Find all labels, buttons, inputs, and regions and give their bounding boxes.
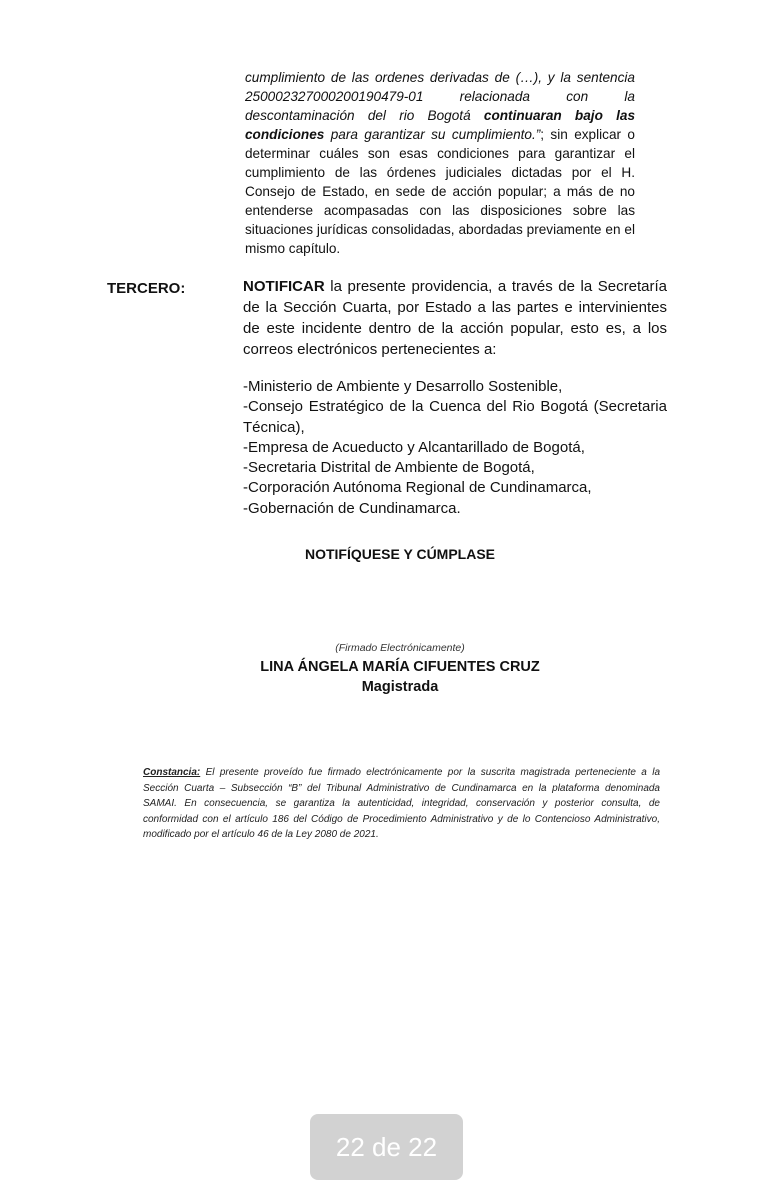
quote-italic-end: para garantizar su cumplimiento.” [324, 127, 541, 142]
tercero-body: la presente providencia, a través de la Secretaría de la Sección Cuarta, por Estado a las partes e intervinientes de este incidente dentro de la acción popular, esto es, a los correos electrónicos pertenecientes a: [243, 278, 667, 358]
constancia-note [143, 765, 660, 843]
recipient-item: -Consejo Estratégico de la Cuenca del Rio Bogotá (Secretaria Técnica), [243, 398, 667, 436]
recipients-list [243, 377, 667, 519]
recipient-item: -Gobernación de Cundinamarca. [243, 499, 461, 517]
constancia-label: Constancia: [143, 767, 201, 778]
page-indicator: 22 de 22 [310, 1114, 463, 1180]
quote-bold-italic: continuaran bajo las condiciones [245, 108, 636, 142]
closing-statement: NOTIFÍQUESE Y CÚMPLASE [304, 546, 496, 562]
recipient-item: -Corporación Autónoma Regional de Cundinamarca, [243, 479, 592, 497]
notificar-keyword: NOTIFICAR [243, 278, 325, 295]
signature-note: (Firmado Electrónicamente) [335, 642, 465, 654]
tercero-label: TERCERO: [107, 280, 186, 297]
quote-normal-tail: ; sin explicar o determinar cuáles son esas condiciones para garantizar el cumplimiento de las órdenes judiciales dictadas por el H. Consejo de Estado, en sede de acción popular; a más de no entenderse acompasadas con las disposiciones sobre las situaciones jurídicas consolidadas, abordadas previamente en el mismo capítulo. [245, 127, 635, 256]
quoted-paragraph [245, 68, 635, 258]
quoted-paragraph-text [245, 68, 635, 258]
recipient-item: -Secretaria Distrital de Ambiente de Bogotá, [243, 459, 535, 477]
recipient-item: -Empresa de Acueducto y Alcantarillado de Bogotá, [243, 438, 585, 456]
recipient-item: -Ministerio de Ambiente y Desarrollo Sostenible, [243, 378, 563, 395]
quote-italic-lead: cumplimiento de las ordenes derivadas de (…), y la sentencia 250002327000200190479-01 relacionada con la descontaminación del rio Bogotá [245, 70, 635, 123]
tercero-paragraph [243, 276, 667, 360]
signatory-name: LINA ÁNGELA MARÍA CIFUENTES CRUZ [260, 659, 540, 675]
constancia-text: El presente proveído fue firmado electrónicamente por la suscrita magistrada perteneciente a la Sección Cuarta – Subsección “B” del Tribunal Administrativo de Cundinamarca en la plataforma denominada SAMAI. En consecuencia, se garantiza la autenticidad, integridad, conservación y posterior consulta, de conformidad con el artículo 186 del Código de Procedimiento Administrativo y de lo Contencioso Administrativo, modificado por el artículo 46 de la Ley 2080 de 2021. [143, 767, 660, 840]
signatory-role: Magistrada [361, 679, 439, 695]
